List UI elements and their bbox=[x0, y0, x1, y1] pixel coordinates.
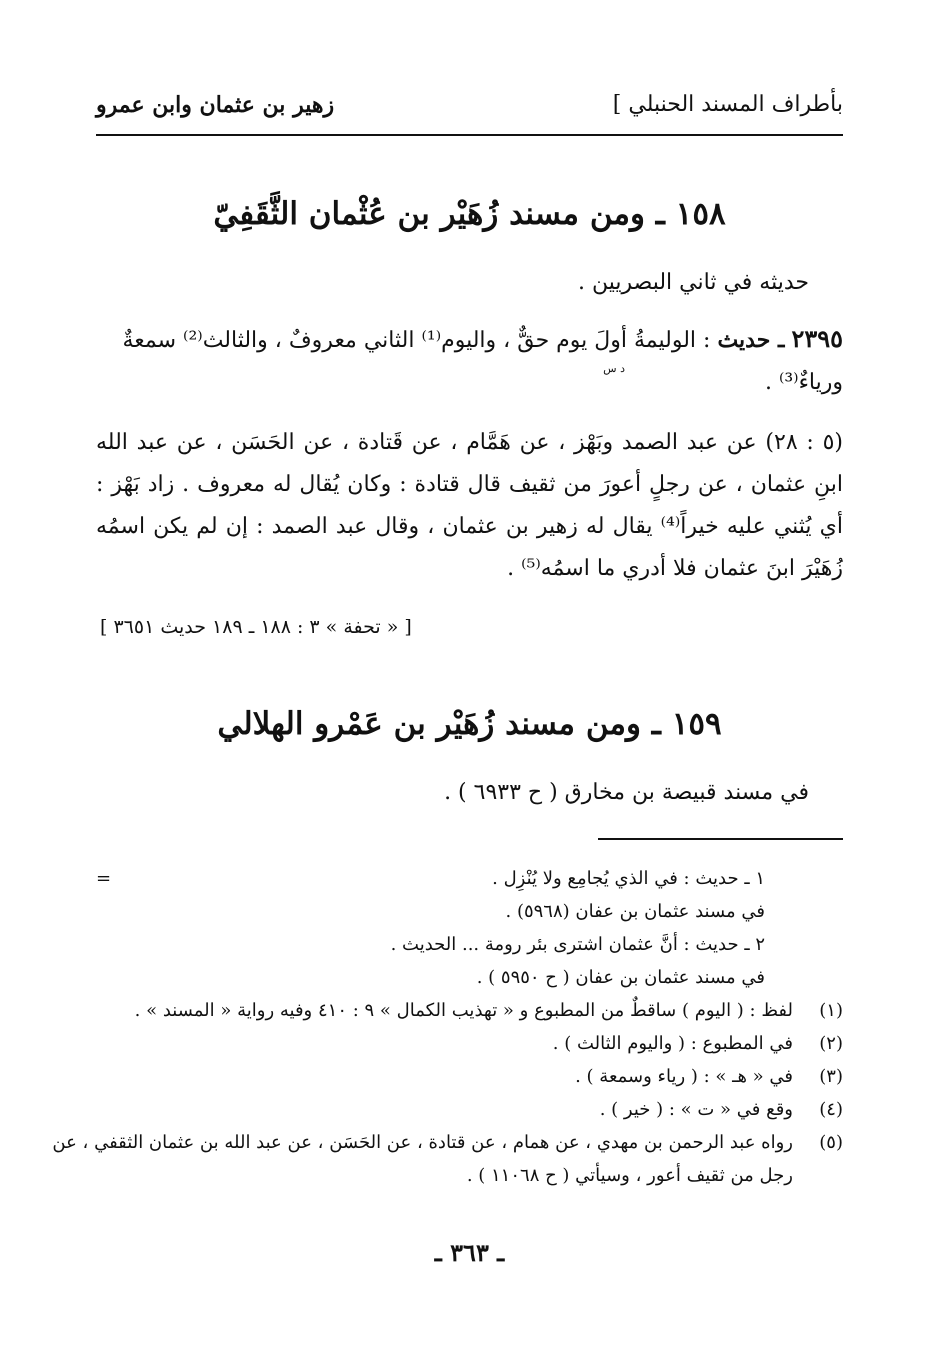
footnote-text: وقع في « ت » : ( خير ) . bbox=[599, 1099, 793, 1120]
footnote-text: لفظ : ( اليوم ) ساقطٌ من المطبوع و « تهذيب الكمال » ٩ : ٤١٠ وفيه رواية « المسند » . bbox=[134, 1000, 793, 1021]
footnote-item bbox=[96, 1027, 843, 1060]
footnote-mark: (١) bbox=[819, 1000, 843, 1021]
footnote-mark: (٣) bbox=[819, 1066, 843, 1087]
footnote-rule bbox=[598, 838, 843, 840]
tuhfa-reference: [ « تحفة » ٣ : ١٨٨ ـ ١٨٩ حديث ٣٦٥١ ] bbox=[100, 616, 412, 638]
footnote-text: في المطبوع : ( واليوم الثالث ) . bbox=[552, 1033, 793, 1054]
header-rule bbox=[96, 134, 843, 136]
isnad-paragraph: (٥ : ٢٨) عن عبد الصمد وبَهْز ، عن هَمَّام ، عن قَتادة ، عن الحَسَن ، عن عبد الله ابنِ عثمان ، عن رجلٍ أعورَ من ثقيف قال قتادة : وكان يُقال له معروف . زاد بَهْز : أي يُثني عليه خيراً⁽⁴⁾ يقال له زهير بن عثمان ، وقال عبد الصمد : إن لم يكن اسمُه زُهَيْرَ ابنَ عثمان فلا أدري ما اسمُه⁽⁵⁾ . bbox=[96, 430, 843, 581]
footnote-text: ٢ ـ حديث : أنَّ عثمان اشترى بئر رومة ... الحديث . bbox=[390, 934, 765, 955]
footnote-text: في مسند عثمان بن عفان ( ح ٥٩٥٠ ) . bbox=[476, 967, 765, 988]
footnote-text: رجل من ثقيف أعور ، وسيأتي ( ح ١١٠٦٨ ) . bbox=[466, 1165, 793, 1186]
page-number: ـ ٣٦٣ ـ bbox=[434, 1238, 505, 1267]
footnote-mark: (٢) bbox=[819, 1033, 843, 1054]
footnote-item bbox=[96, 1060, 843, 1093]
footnote-continuation-line bbox=[96, 862, 843, 895]
footnote-text: في مسند عثمان بن عفان (٥٩٦٨) . bbox=[505, 901, 765, 922]
continuation-marker: = bbox=[96, 868, 112, 889]
footnote-text: رواه عبد الرحمن بن مهدي ، عن همام ، عن قتادة ، عن الحَسَن ، عن عبد الله بن عثمان الثقفي ، عن bbox=[52, 1132, 793, 1153]
hadith-2395 bbox=[96, 318, 843, 404]
running-title: بأطراف المسند الحنبلي ] bbox=[612, 92, 843, 117]
footnote-item-continuation bbox=[96, 1159, 843, 1192]
footnote-mark: (٥) bbox=[819, 1132, 843, 1153]
hadith-number: ٢٣٩٥ bbox=[791, 324, 843, 353]
footnote-continuation-line bbox=[96, 961, 843, 994]
footnote-mark: (٤) bbox=[819, 1099, 843, 1120]
running-header bbox=[96, 92, 843, 132]
footnote-text: في « هـ » : ( رياء وسمعة ) . bbox=[575, 1066, 793, 1087]
footnote-text: ١ ـ حديث : في الذي يُجامِع ولا يُنْزِل . bbox=[492, 868, 765, 889]
hadith-keyword: ـ حديث bbox=[717, 327, 785, 353]
section-158-intro: حديثه في ثاني البصريين . bbox=[578, 270, 809, 295]
section-158-title: ١٥٨ ـ ومن مسند زُهَيْر بن عُثْمان الثَّقَفِيّ bbox=[213, 196, 726, 232]
section-159-intro: في مسند قبيصة بن مخارق ( ح ٦٩٣٣ ) . bbox=[444, 780, 809, 805]
header-section-title: زهير بن عثمان وابن عمرو bbox=[96, 92, 335, 118]
footnote-continuation-line bbox=[96, 928, 843, 961]
hadith-text: : الوليمةُ أولَ يوم حقٌّ ، واليوم⁽¹⁾ الثاني معروفٌ ، والثالث⁽²⁾ سمعةٌ ورياءٌ⁽³⁾ . bbox=[122, 328, 843, 395]
section-159-title: ١٥٩ ـ ومن مسند زُهَيْر بن عَمْرو الهلالي bbox=[217, 706, 722, 742]
hadith-siglum: د س bbox=[603, 362, 625, 375]
footnote-continuation-line bbox=[96, 895, 843, 928]
footnote-item bbox=[96, 994, 843, 1027]
footnotes bbox=[52, 862, 843, 1192]
footnote-item bbox=[52, 1126, 843, 1159]
footnote-item bbox=[96, 1093, 843, 1126]
